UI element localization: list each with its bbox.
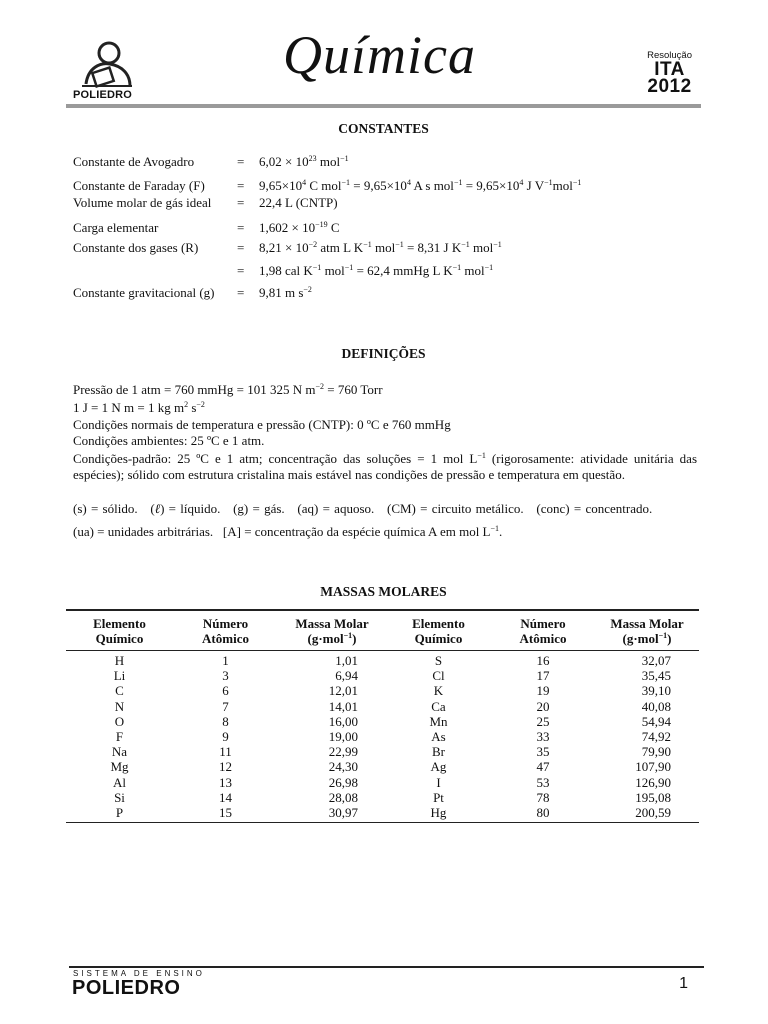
constant-equals: = bbox=[237, 195, 245, 210]
table-cell: 54,94 bbox=[641, 713, 671, 729]
table-cell: 26,98 bbox=[328, 774, 358, 790]
table-cell: Mn bbox=[429, 713, 448, 729]
definitions-title: DEFINIÇÕES bbox=[341, 346, 426, 361]
constant-value: $8,21 \times 10^{-2}$ atm L $K^{-1}$ mol$^{-1}$ = 8,31 J $K^{-1}$ mol$^{-1}$ bbox=[259, 240, 502, 255]
table-cell: Pt bbox=[433, 789, 444, 805]
table-row bbox=[66, 805, 699, 823]
table-cell: 19,00 bbox=[328, 729, 358, 745]
table-cell: 14 bbox=[219, 789, 232, 805]
table-cell: 28,08 bbox=[328, 789, 358, 805]
table-cell: Al bbox=[113, 774, 126, 790]
table-cell: F bbox=[115, 729, 124, 745]
page-title: Química bbox=[283, 25, 476, 85]
table-cell: Ca bbox=[431, 698, 446, 714]
table-row bbox=[66, 775, 699, 790]
table-row bbox=[66, 759, 699, 774]
constant-label: Carga elementar bbox=[73, 220, 159, 235]
logo-text: POLIEDRO bbox=[73, 89, 133, 101]
constant-label: Volume molar de gás ideal bbox=[73, 195, 212, 210]
column-header: Número Atômico bbox=[173, 610, 278, 651]
table-row bbox=[66, 651, 699, 669]
table-cell: 47 bbox=[536, 759, 550, 775]
table-cell: Br bbox=[432, 744, 445, 760]
definition-line: Pressão de 1 atm = 760 mmHg = 101 325 N $m^{-2} = 760$ Torr bbox=[73, 382, 383, 397]
constant-value: 9,81 m $s^{-2}$ bbox=[259, 285, 312, 300]
constant-equals: = bbox=[237, 263, 245, 278]
molar-masses-title: MASSAS MOLARES bbox=[320, 584, 447, 599]
table-cell: 16,00 bbox=[328, 713, 358, 729]
table-cell: As bbox=[431, 729, 446, 745]
table-cell: C bbox=[115, 683, 124, 699]
definition-line: 1 J = 1 N m = 1 kg $m^2$ $s^{-2}$ bbox=[73, 400, 205, 415]
page-number: 1 bbox=[679, 975, 688, 992]
table-row bbox=[66, 729, 699, 744]
table-cell: 35 bbox=[536, 744, 550, 760]
definition-line: Condições ambientes: 25 ºC e 1 atm. bbox=[73, 433, 265, 448]
table-cell: 195,08 bbox=[635, 789, 671, 805]
constant-value: $6,02 \times 10^{23}$ mol$^{-1}$ bbox=[259, 154, 349, 169]
constant-value: $1,602 \times 10^{-19}$ C bbox=[259, 220, 340, 235]
table-row bbox=[66, 683, 699, 698]
table-cell: Li bbox=[113, 668, 126, 684]
footer-brand: POLIEDRO bbox=[72, 977, 181, 999]
table-cell: 11 bbox=[219, 744, 232, 760]
table-cell: 20 bbox=[536, 698, 550, 714]
column-header: Número Atômico bbox=[491, 610, 595, 651]
table-cell: 53 bbox=[536, 774, 550, 790]
constant-equals: = bbox=[237, 154, 245, 169]
footer-system-text: SISTEMA DE ENSINO bbox=[73, 969, 205, 978]
table-cell: 32,07 bbox=[641, 653, 671, 668]
table-cell: 12,01 bbox=[328, 683, 358, 699]
constant-label: Constante de Faraday (F) bbox=[73, 178, 205, 193]
table-cell: 15 bbox=[173, 805, 278, 823]
table-cell: 8 bbox=[222, 713, 229, 729]
table-row bbox=[66, 744, 699, 759]
table-cell: O bbox=[114, 713, 125, 729]
table-cell: 19 bbox=[536, 683, 550, 699]
table-cell: N bbox=[114, 698, 125, 714]
table-cell: P bbox=[66, 805, 173, 823]
table-cell: Ag bbox=[430, 759, 447, 775]
table-cell: 78 bbox=[536, 789, 550, 805]
table-cell: 25 bbox=[536, 713, 550, 729]
table-cell: Na bbox=[111, 744, 128, 760]
molar-masses-table bbox=[66, 609, 699, 823]
table-body bbox=[66, 651, 699, 823]
exam-year: 2012 bbox=[647, 76, 692, 97]
table-cell: H bbox=[114, 653, 125, 668]
table-cell: 7 bbox=[222, 698, 229, 714]
table-cell: 14,01 bbox=[328, 698, 358, 714]
table-cell: 40,08 bbox=[641, 698, 671, 714]
table-cell: 30,97 bbox=[278, 805, 386, 823]
exam-badge bbox=[647, 50, 692, 95]
exam-name: ITA bbox=[654, 59, 685, 80]
table-cell: 39,10 bbox=[641, 683, 671, 699]
constant-value: 22,4 L (CNTP) bbox=[259, 195, 338, 210]
constant-value: 1,98 cal $K^{-1}$ mol$^{-1}$ = 62,4 mmHg L $K^{-1}$ mol$^{-1}$ bbox=[259, 263, 494, 278]
footer-divider bbox=[69, 966, 704, 968]
table-cell: 35,45 bbox=[641, 668, 671, 684]
table-cell: 24,30 bbox=[328, 759, 358, 775]
resolution-label: Resolução bbox=[647, 50, 692, 61]
column-header: Massa Molar (g·mol$^{-1}$) bbox=[278, 610, 386, 651]
column-header: Elemento Químico bbox=[386, 610, 491, 651]
table-cell: S bbox=[434, 653, 443, 668]
table-cell: 107,90 bbox=[635, 759, 671, 775]
table-cell: 6 bbox=[222, 683, 229, 699]
header-divider bbox=[66, 104, 701, 108]
table-cell: 1,01 bbox=[335, 653, 358, 668]
table-cell: K bbox=[433, 683, 444, 699]
table-cell: 9 bbox=[222, 729, 229, 745]
table-cell: 1 bbox=[222, 653, 229, 668]
definition-line: (s) = sólido. (ℓ) = líquido. (g) = gás. (aq) = aquoso. (CM) = circuito metálico. (conc) = concentrado. bbox=[73, 501, 653, 516]
table-cell: Si bbox=[114, 789, 125, 805]
constant-label: Constante gravitacional (g) bbox=[73, 285, 215, 300]
table-cell: 200,59 bbox=[595, 805, 699, 823]
table-row bbox=[66, 668, 699, 683]
table-row bbox=[66, 790, 699, 805]
table-cell: 17 bbox=[536, 668, 550, 684]
definition-line: Condições normais de temperatura e pressão (CNTP): 0 ºC e 760 mmHg bbox=[73, 417, 451, 432]
definition-line: (ua) = unidades arbitrárias. [A] = concentração da espécie química A em mol $L^{-1}$. bbox=[73, 524, 503, 539]
table-cell: 126,90 bbox=[635, 774, 671, 790]
constant-label: Constante dos gases (R) bbox=[73, 240, 199, 255]
table-cell: I bbox=[436, 774, 441, 790]
constant-equals: = bbox=[237, 240, 245, 255]
table-cell: 13 bbox=[219, 774, 232, 790]
table-row bbox=[66, 699, 699, 714]
table-cell: Mg bbox=[110, 759, 129, 775]
table-header-row bbox=[66, 610, 699, 651]
table-cell: 12 bbox=[219, 759, 232, 775]
table-cell: 22,99 bbox=[328, 744, 358, 760]
column-header: Massa Molar (g·mol$^{-1}$) bbox=[595, 610, 699, 651]
table-cell: 74,92 bbox=[641, 729, 671, 745]
constant-equals: = bbox=[237, 285, 245, 300]
constant-label: Constante de Avogadro bbox=[73, 154, 195, 169]
constants-title: CONSTANTES bbox=[338, 121, 429, 136]
table-row bbox=[66, 714, 699, 729]
table-cell: 3 bbox=[222, 668, 229, 684]
constant-equals: = bbox=[237, 220, 245, 235]
table-cell: 80 bbox=[491, 805, 595, 823]
definition-paragraph: Condições-padrão: 25 ºC e 1 atm; concentração das soluções = 1 mol $L^{-1}$ (rigorosamente: atividade unitária das espécies); sólido com estrutura cristalina mais estável nas condições de pressão e temperatura em questão. bbox=[73, 451, 697, 482]
table-cell: 33 bbox=[536, 729, 550, 745]
constant-value: $9,65\times 10^4$ C $mol^{-1} = 9,65\times 10^4$ A s $mol^{-1} = 9,65\times 10^4$ J $V^{-1}mol^{-1}$ bbox=[259, 178, 582, 193]
table-cell: 6,94 bbox=[335, 668, 358, 684]
table-cell: Cl bbox=[432, 668, 445, 684]
table-cell: Hg bbox=[386, 805, 491, 823]
table-cell: 79,90 bbox=[641, 744, 671, 760]
table-cell: 16 bbox=[536, 653, 550, 668]
column-header: Elemento Químico bbox=[66, 610, 173, 651]
constant-equals: = bbox=[237, 178, 245, 193]
